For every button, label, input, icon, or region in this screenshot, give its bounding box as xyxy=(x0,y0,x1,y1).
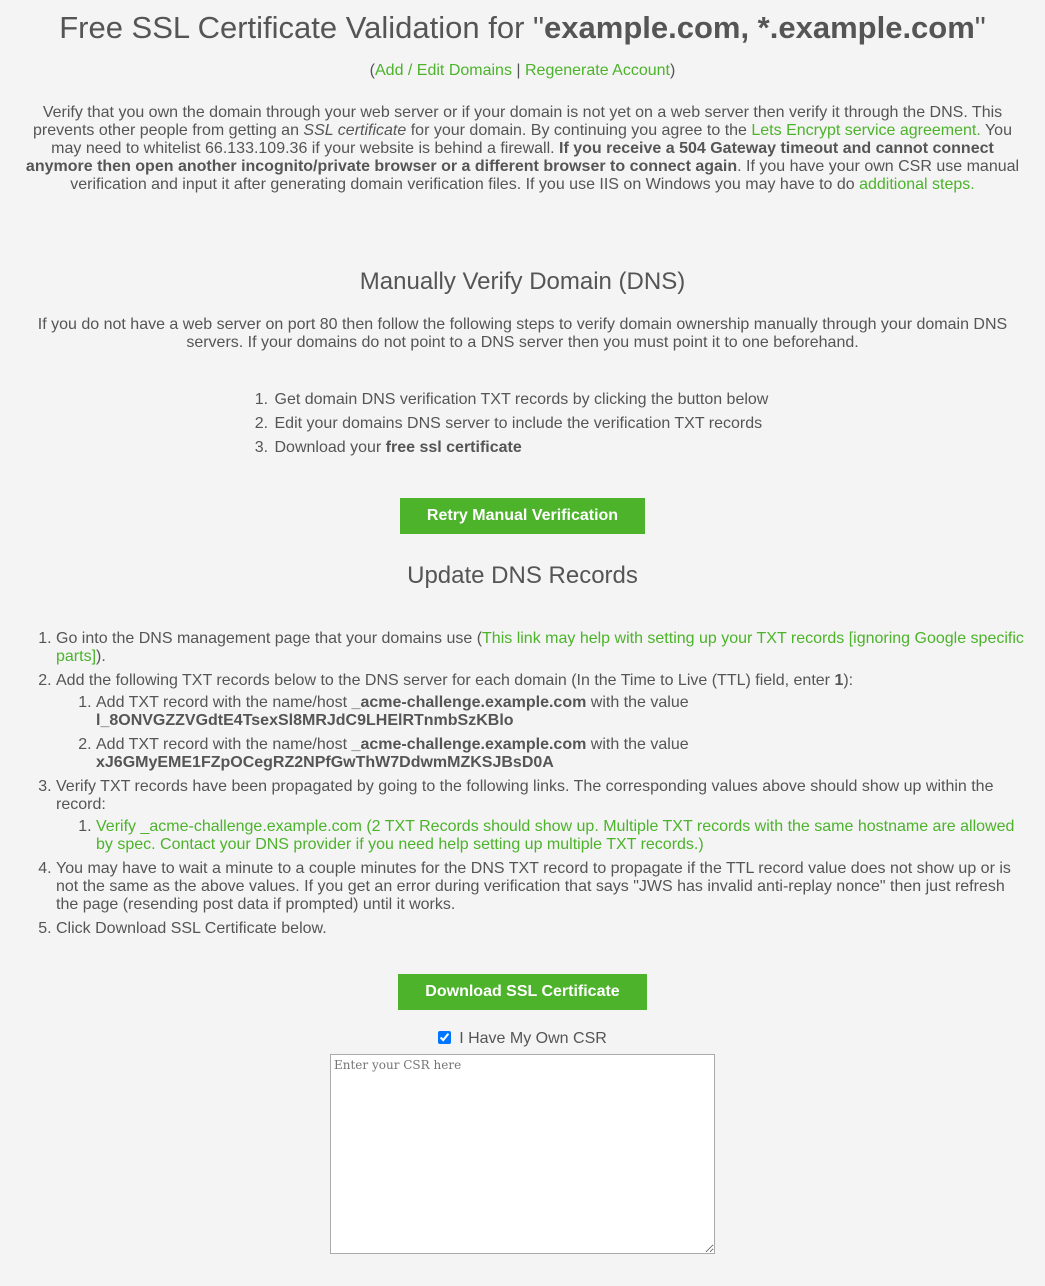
record-host: _acme-challenge.example.com xyxy=(351,694,587,711)
intro-text-1: Verify that you own the domain through your web server or if your domain is not yet on a web server then verify it through the DNS. This prevents other people from getting an xyxy=(33,104,1003,139)
dns-steps-list xyxy=(0,630,1025,938)
list-item xyxy=(56,860,1025,914)
manual-verify-description: If you do not have a web server on port 80 then follow the following steps to verify domain ownership manually through your domain DNS servers. If your domains do not point to a DNS server then you must point it to one beforehand. xyxy=(37,316,1008,351)
add-edit-domains-link[interactable]: Add / Edit Domains xyxy=(375,62,512,79)
step-text: Add the following TXT records below to the DNS server for each domain (In the Time to Live (TTL) field, enter xyxy=(56,672,835,689)
record-mid: with the value xyxy=(586,736,689,753)
additional-steps-link[interactable]: additional steps. xyxy=(859,176,975,193)
service-agreement-link[interactable]: Lets Encrypt service agreement. xyxy=(751,122,981,139)
list-item xyxy=(56,630,1025,666)
record-host: _acme-challenge.example.com xyxy=(351,736,587,753)
step-bold: free ssl certificate xyxy=(385,439,522,456)
step-text-end: ). xyxy=(96,648,106,665)
list-item xyxy=(273,412,793,436)
regenerate-account-link[interactable]: Regenerate Account xyxy=(525,62,670,79)
step-text: Download your xyxy=(274,439,386,456)
record-value: xJ6GMyEME1FZpOCegRZ2NPfGwThW7DdwmMZKSJBsD0A xyxy=(96,754,554,771)
intro-text-3: You may need to whitelist 66.133.109.36 if your website is behind a firewall. xyxy=(51,122,1012,157)
links-separator: | xyxy=(511,62,525,79)
verify-links-list xyxy=(56,818,1025,854)
own-csr-checkbox[interactable] xyxy=(438,1031,451,1044)
step-text: Go into the DNS management page that your domains use ( xyxy=(56,630,483,647)
record-mid: with the value xyxy=(586,694,689,711)
step-text: Click Download SSL Certificate below. xyxy=(56,920,327,937)
intro-warning: If you receive a 504 Gateway timeout and cannot connect anymore then open another incognito/private browser or a different browser to connect again xyxy=(25,140,994,175)
own-csr-row xyxy=(0,1030,1045,1048)
manual-verify-heading: Manually Verify Domain (DNS) xyxy=(359,268,686,295)
txt-record-item xyxy=(96,694,1025,730)
list-item xyxy=(56,778,1025,854)
own-csr-label[interactable]: I Have My Own CSR xyxy=(459,1030,607,1047)
step-text: You may have to wait a minute to a couple minutes for the DNS TXT record to propagate if the TTL record value does not show up or is not the same as the above values. If you get an error during verification that says "JWS has invalid anti-replay nonce" then just refresh the page (resending post data if prompted) until it works. xyxy=(56,860,1011,913)
step-text-end: ): xyxy=(843,672,854,689)
verify-acme-challenge-link[interactable]: Verify _acme-challenge.example.com (2 TXT Records should show up. Multiple TXT records with the same hostname are allowed by spec. Contact your DNS provider if you need help setting up multiple TXT records.) xyxy=(96,818,1015,853)
list-item xyxy=(273,436,793,460)
list-item xyxy=(56,672,1025,772)
manual-steps-list xyxy=(253,388,793,460)
paren-close: ) xyxy=(670,62,676,79)
update-dns-heading: Update DNS Records xyxy=(407,562,638,589)
txt-records-help-link[interactable]: This link may help with setting up your TXT records [ignoring Google specific parts] xyxy=(56,630,1024,665)
intro-ssl-certificate: SSL certificate xyxy=(303,122,407,139)
intro-text-4: . If you have your own CSR use manual verification and input it after generating domain verification files. If you use IIS on Windows you may have to do xyxy=(70,158,1020,193)
intro-paragraph xyxy=(20,104,1025,194)
txt-record-item xyxy=(96,736,1025,772)
title-domains: example.com, *.example.com xyxy=(544,10,975,45)
record-prefix: Add TXT record with the name/host xyxy=(96,694,352,711)
list-item xyxy=(273,388,793,412)
title-suffix: " xyxy=(974,10,986,45)
list-item xyxy=(56,920,1025,938)
title-prefix: Free SSL Certificate Validation for " xyxy=(59,10,545,45)
record-prefix: Add TXT record with the name/host xyxy=(96,736,352,753)
step-text: Verify TXT records have been propagated by going to the following links. The corresponding values above should show up within the record: xyxy=(56,778,994,813)
txt-records-list xyxy=(56,694,1025,772)
step-text: Edit your domains DNS server to include the verification TXT records xyxy=(274,415,763,432)
download-ssl-certificate-button[interactable]: Download SSL Certificate xyxy=(398,974,647,1010)
step-text: Get domain DNS verification TXT records by clicking the button below xyxy=(274,391,769,408)
ttl-value: 1 xyxy=(834,672,844,689)
csr-input[interactable] xyxy=(330,1054,715,1254)
retry-manual-verification-button[interactable]: Retry Manual Verification xyxy=(400,498,645,534)
verify-link-item xyxy=(96,818,1025,854)
intro-text-2: for your domain. By continuing you agree to the xyxy=(406,122,752,139)
paren-open: ( xyxy=(369,62,375,79)
record-value: l_8ONVGZZVGdtE4TsexSl8MRJdC9LHElRTnmbSzKBlo xyxy=(96,712,514,729)
account-links xyxy=(0,61,1045,81)
page-title xyxy=(0,0,1045,46)
